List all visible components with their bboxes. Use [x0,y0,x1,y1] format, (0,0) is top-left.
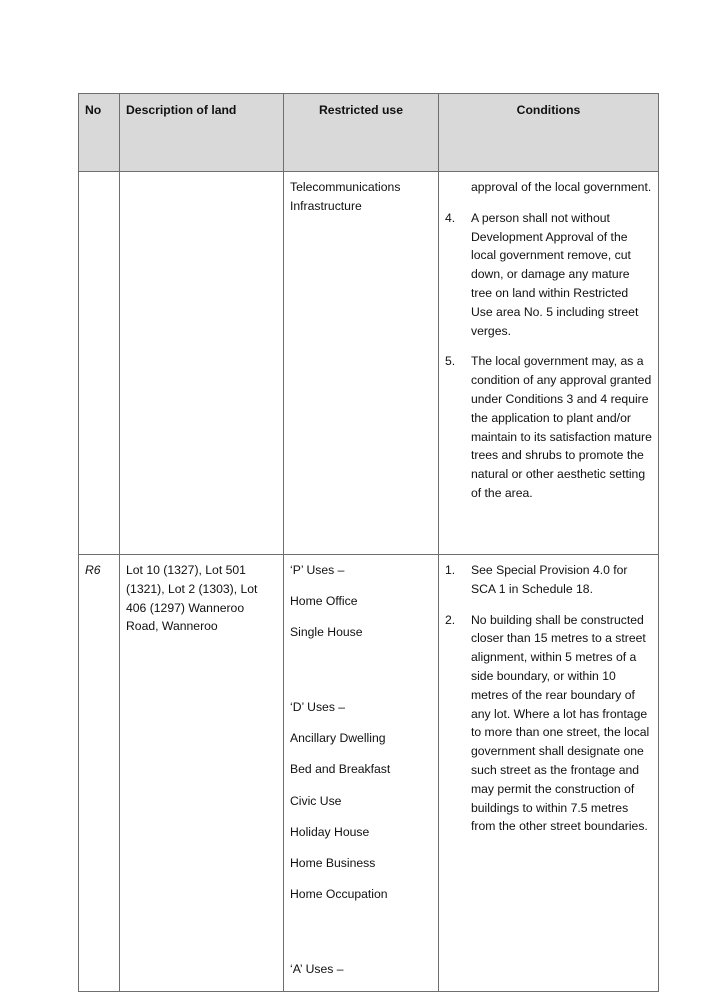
condition-number: 2. [445,612,456,627]
condition-item [445,611,652,837]
use-item: Home Occupation [290,887,388,902]
condition-item [445,561,652,599]
table-header-row [79,94,659,172]
header-conditions: Conditions [439,94,659,172]
row-restricted-use-cell [284,172,439,555]
row-conditions-cell [439,172,659,555]
use-item: Civic Use [290,793,342,808]
condition-text: The local government may, as a condition of any approval granted under Conditions 3 and 4 require the application to plant and/or maintain to its satisfaction mature trees and shrubs to promote the natural or other aesthetic setting of the area. [471,354,652,500]
condition-item [445,209,652,341]
header-description: Description of land [120,94,284,172]
row-description-cell [120,172,284,555]
d-uses-heading: ‘D’ Uses – [290,699,346,714]
row-description-cell [120,555,284,992]
condition-number: 1. [445,563,456,577]
a-uses-heading: ‘A’ Uses – [290,961,344,976]
use-item: Bed and Breakfast [290,762,391,777]
row-number: R6 [85,563,101,577]
use-item: Home Office [290,594,358,609]
table-row [79,555,659,992]
row-conditions-cell [439,555,659,992]
row-restricted-use-cell [284,555,439,992]
use-item: Home Business [290,855,376,870]
condition-continued-text: approval of the local government. [471,180,652,194]
spacer [290,916,432,947]
p-uses-heading: ‘P’ Uses – [290,563,345,577]
use-item: Ancillary Dwelling [290,731,386,746]
land-description: Lot 10 (1327), Lot 501 (1321), Lot 2 (1303), Lot 406 (1297) Wanneroo Road, Wanneroo [126,563,258,634]
restricted-use-item: Telecommunications Infrastructure [290,180,401,213]
condition-number: 5. [445,354,456,369]
restricted-use-table [78,93,659,992]
use-item: Single House [290,625,363,640]
header-no: No [79,94,120,172]
use-item: Holiday House [290,824,370,839]
condition-item [445,352,652,502]
condition-number: 4. [445,210,456,225]
condition-text: No building shall be constructed closer than 15 metres to a street alignment, within 5 metres of a side boundary, or within 10 metres of the rear boundary of any lot. Where a lot has frontage to more than one street, the local government shall designate one such street as the frontage and may permit the construction of buildings to within 7.5 metres from the other street boundaries. [471,612,650,834]
condition-text: See Special Provision 4.0 for SCA 1 in Schedule 18. [471,563,628,596]
header-restricted-use: Restricted use [284,94,439,172]
row-no-cell [79,172,120,555]
spacer [290,655,432,686]
row-no-cell [79,555,120,992]
restricted-use-list [284,555,438,978]
condition-text: A person shall not without Development Approval of the local government remove, cut down, or damage any mature tree on land within Restricted Use area No. 5 including street verges. [471,210,639,338]
table-row [79,172,659,555]
